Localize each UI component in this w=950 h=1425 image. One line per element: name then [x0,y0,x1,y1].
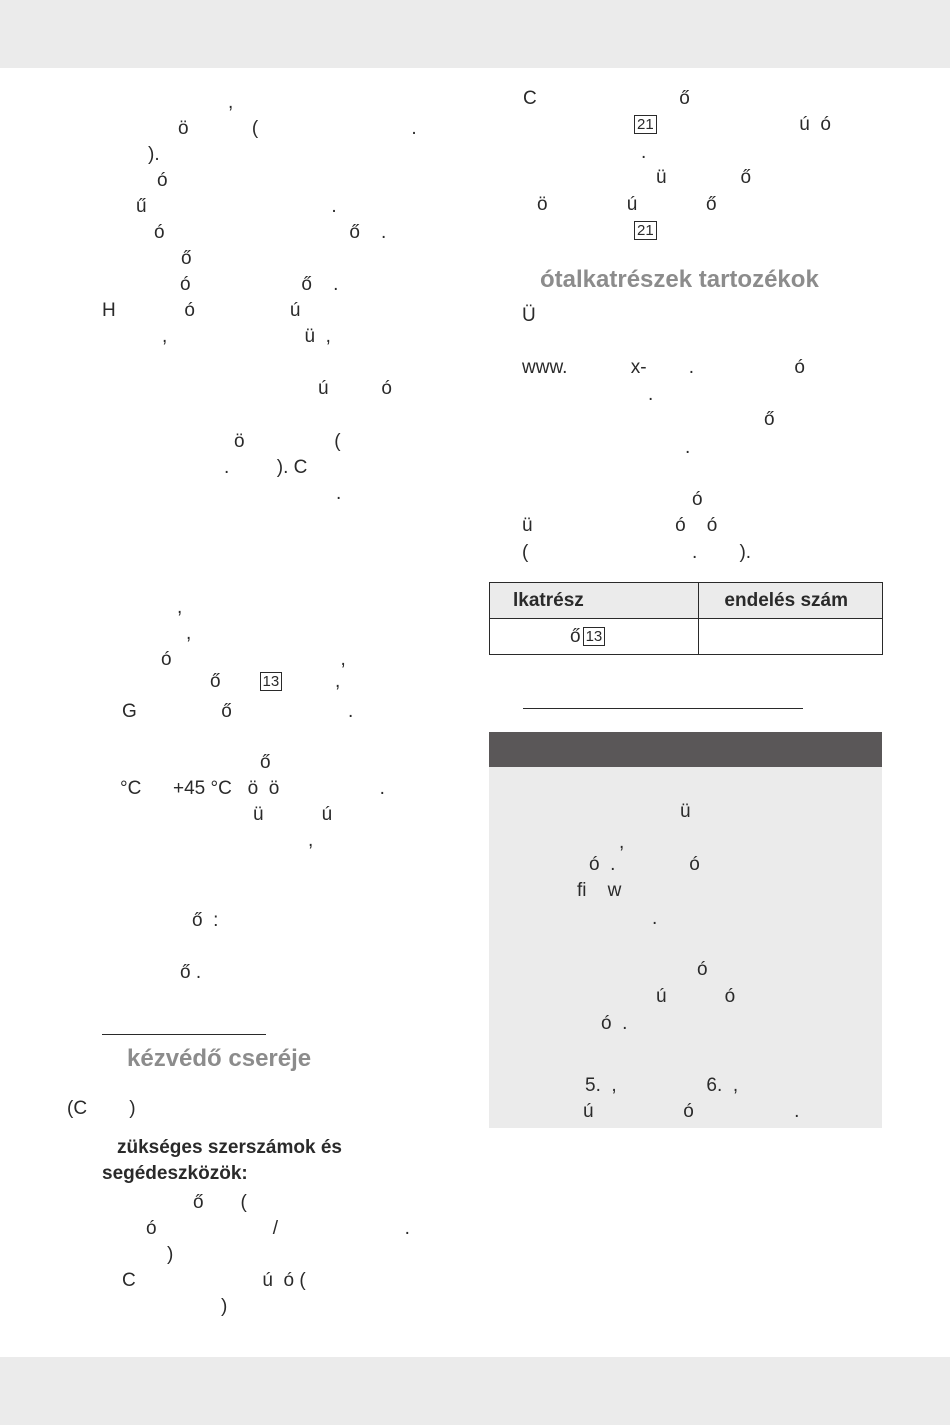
left-column-line: ó [157,170,168,191]
left-column-line: C ú ó ( [122,1270,306,1291]
right-column-line: ü ó ó [522,515,718,536]
right-column-line: Ü [522,305,536,326]
left-column-line: ó ő . [180,274,339,295]
right-column-line: ( . ). [522,542,752,563]
part-number-badge: 13 [260,672,283,691]
notice-box-line: ó [697,959,708,980]
notice-box-header [489,732,882,767]
part-number-badge: 13 [583,627,606,646]
left-column-line: °C +45 °C ö ö . [120,778,385,799]
table-header-part: lkatrész [490,583,699,619]
part-number-badge: 21 [634,221,657,240]
notice-box-line: ü [680,801,691,822]
left-column-line: ö ( [234,431,341,452]
badged-text-line [632,220,657,242]
left-column-line: ő [181,248,192,269]
left-column-line: (C ) [67,1098,136,1119]
left-column-line: , ü , [162,326,331,347]
notice-box-line: ó . [601,1013,628,1034]
right-column-line: ü ő [656,167,752,188]
left-column-line: , [228,92,234,113]
notice-box-line: 5. , 6. , [585,1075,739,1096]
left-column-line: , [177,597,183,618]
table-header-row [490,583,883,619]
left-column-line: ű . [136,196,337,217]
page-footer-band [0,1357,950,1425]
notice-box-line: ó . ó [589,854,700,875]
right-column-line: C ő [523,88,690,109]
left-column-line: ) [221,1296,228,1317]
tools-heading-line-1: zükséges szerszámok és [117,1137,342,1158]
right-column-line: ő [764,409,775,430]
left-column-line: G ő . [122,701,354,722]
section-divider [523,708,803,709]
left-column-line: ) [167,1244,174,1265]
table-cell-order-number [699,619,883,655]
right-column-line: . [685,437,691,458]
badged-text-after: , [282,671,341,692]
left-column-line: ő . [180,962,202,983]
badged-text-line [632,114,831,136]
left-column-line: ). [148,144,160,165]
badged-text-after: ú ó [656,114,831,135]
table-header-order-number: endelés szám [699,583,883,619]
left-column-line: ó / . [146,1218,410,1239]
section-heading: ótalkatrészek tartozékok [540,266,819,293]
left-column-line: , [186,623,192,644]
part-number-badge: 21 [634,115,657,134]
section-heading: kézvédő cseréje [127,1045,312,1072]
left-column-line: , [308,830,314,851]
table-row [490,619,883,655]
table-cell-part: ő 13 [490,619,699,655]
left-column-line: H ó ú [102,300,301,321]
right-column-line: . [641,142,647,163]
left-column-line: ö ( . [178,118,417,139]
page-header-band [0,0,950,68]
left-column-line: ó ő . [154,222,387,243]
left-column-line: ú ó [318,378,392,399]
left-column-line: . ). C [224,457,308,478]
right-column-line: www. x- . ó [522,357,805,378]
badged-text-line [210,671,340,693]
right-column-line: ó [692,489,703,510]
notice-box-line: fi w [577,880,622,901]
notice-box-line: . [652,908,658,929]
section-divider [102,1034,266,1035]
left-column-line: ő [260,752,271,773]
notice-box-line: , [619,832,625,853]
badged-text-before: ő [210,671,258,692]
notice-box-line: ú ó [656,986,736,1007]
tools-heading-line-2: segédeszközök: [102,1163,248,1184]
right-column-line: ö ú ő [537,194,717,215]
left-column-line: ő ( [193,1192,247,1213]
left-column-line: ő : [192,910,219,931]
parts-table [489,582,883,655]
left-column-line: . [336,483,342,504]
left-column-line: ó , [161,649,346,670]
left-column-line: ü ú [253,804,333,825]
right-column-line: . [648,384,654,405]
notice-box-line: ú ó . [583,1101,800,1122]
